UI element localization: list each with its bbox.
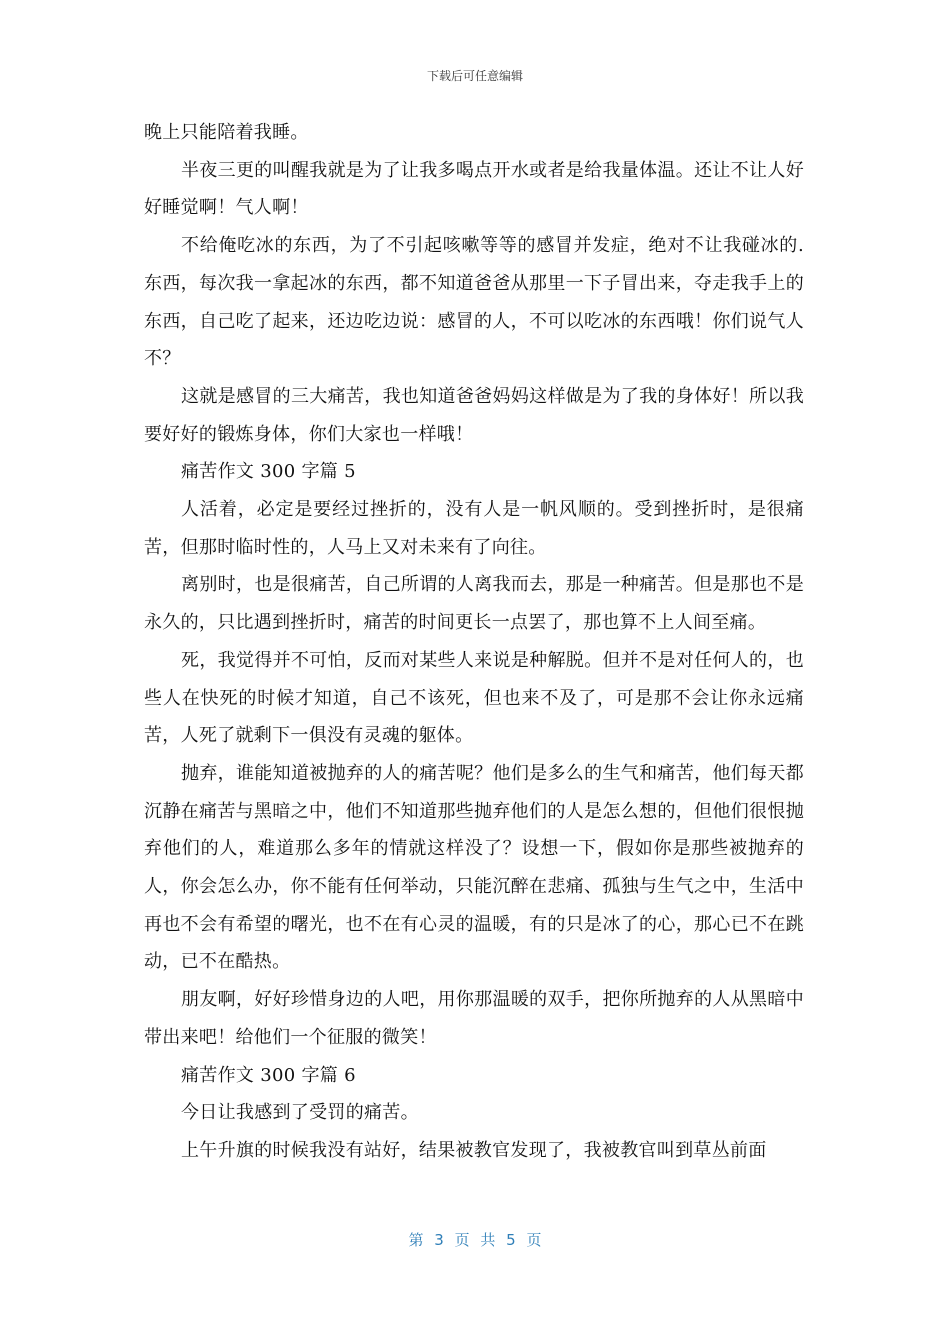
paragraph: 不给俺吃冰的东西，为了不引起咳嗽等等的感冒并发症，绝对不让我碰冰的.东西，每次我一拿起冰的东西，都不知道爸爸从那里一下子冒出来，夺走我手上的东西，自己吃了起来，还边吃边说：感冒的人，不可以吃冰的东西哦！你们说气人不？ [144,235,804,370]
paragraph: 抛弃，谁能知道被抛弃的人的痛苦呢？他们是多么的生气和痛苦，他们每天都沉静在痛苦与黑暗之中，他们不知道那些抛弃他们的人是怎么想的，但他们很恨抛弃他们的人，难道那么多年的情就这样没了？设想一下，假如你是那些被抛弃的人，你会怎么办，你不能有任何举动，只能沉醉在悲痛、孤独与生气之中，生活中再也不会有希望的曙光，也不在有心灵的温暖，有的只是冰了的心，那心已不在跳动，已不在酷热。 [144,762,804,973]
document-body [144,114,804,1170]
paragraph: 朋友啊，好好珍惜身边的人吧，用你那温暖的双手，把你所抛弃的人从黑暗中带出来吧！给他们一个征服的微笑！ [144,989,804,1048]
paragraph: 离别时，也是很痛苦，自己所谓的人离我而去，那是一种痛苦。但是那也不是永久的，只比遇到挫折时，痛苦的时间更长一点罢了，那也算不上人间至痛。 [144,574,804,634]
paragraph: 晚上只能陪着我睡。 [144,122,309,143]
page-footer: 第 3 页 共 5 页 [408,1231,542,1249]
paragraph: 人活着，必定是要经过挫折的，没有人是一帆风顺的。受到挫折时，是很痛苦，但那时临时性的，人马上又对未来有了向往。 [144,499,804,558]
page-header: 下载后可任意编辑 [426,69,523,83]
paragraph: 死，我觉得并不可怕，反而对某些人来说是种解脱。但并不是对任何人的，也些人在快死的时候才知道，自己不该死，但也来不及了，可是那不会让你永远痛苦，人死了就剩下一俱没有灵魂的躯体。 [144,649,804,747]
paragraph: 半夜三更的叫醒我就是为了让我多喝点开水或者是给我量体温。还让不让人好好睡觉啊！气人啊！ [144,159,804,219]
paragraph: 今日让我感到了受罚的痛苦。 [181,1102,419,1124]
paragraph: 这就是感冒的三大痛苦，我也知道爸爸妈妈这样做是为了我的身体好！所以我要好好的锻炼身体，你们大家也一样哦！ [144,385,804,445]
section-heading: 痛苦作文 300 字篇 5 [181,461,356,483]
paragraph: 上午升旗的时候我没有站好，结果被教官发现了，我被教官叫到草丛前面 [181,1139,767,1161]
section-heading: 痛苦作文 300 字篇 6 [181,1064,356,1086]
